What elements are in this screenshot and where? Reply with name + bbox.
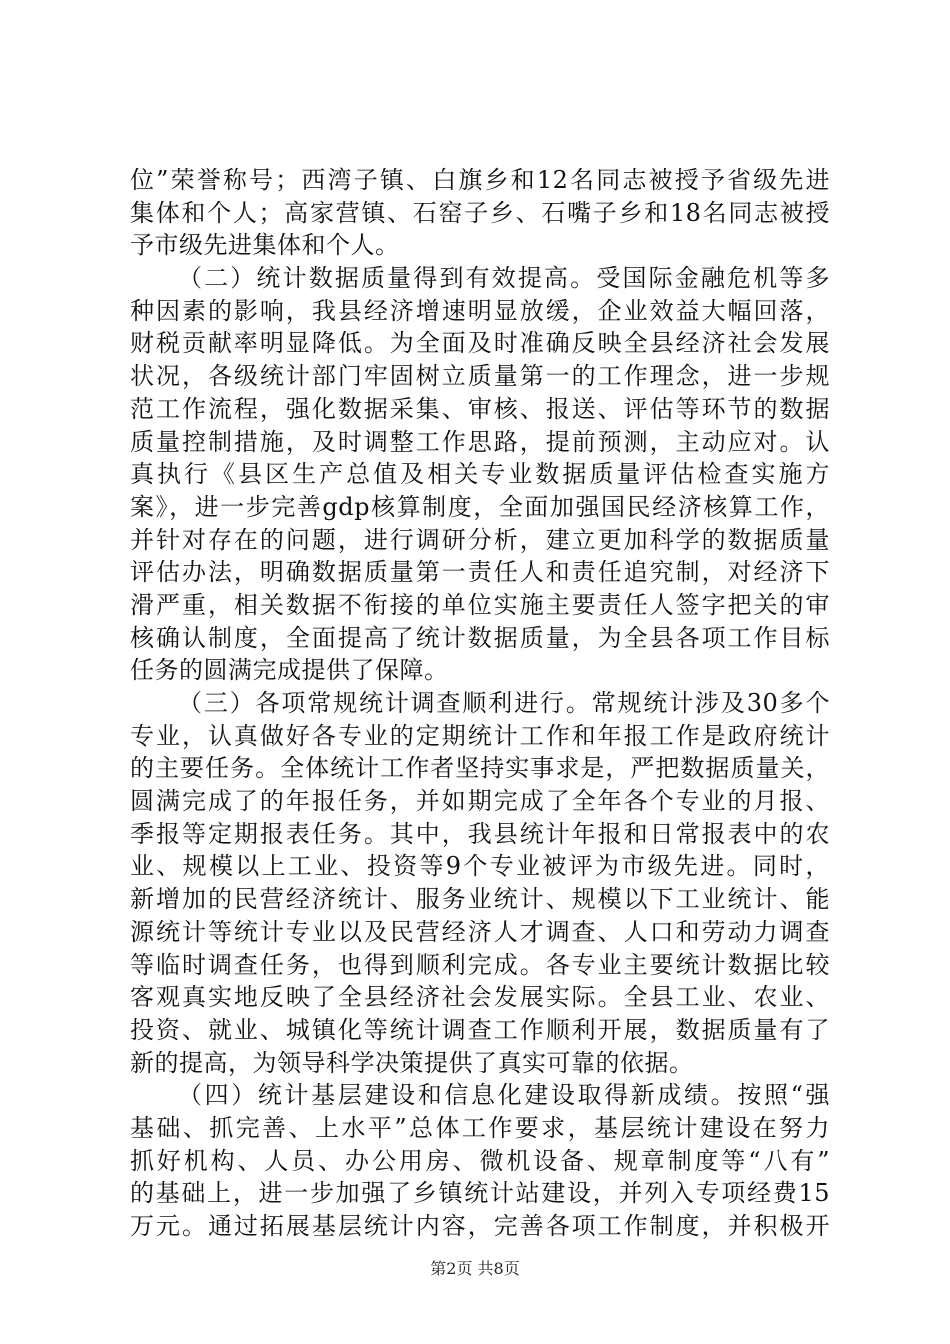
text-line: 范工作流程，强化数据采集、审核、报送、评估等环节的数据 (130, 394, 830, 423)
text-line: 投资、就业、城镇化等统计调查工作顺利开展，数据质量有了 (130, 1015, 830, 1044)
text-line: 评估办法，明确数据质量第一责任人和责任追究制，对经济下 (130, 558, 830, 587)
text-line: 等临时调查任务，也得到顺利完成。各专业主要统计数据比较 (130, 950, 830, 979)
paragraph-start-line: （二）统计数据质量得到有效提高。受国际金融危机等多 (178, 264, 830, 293)
text-line: 财税贡献率明显降低。为全面及时准确反映全县经济社会发展 (130, 329, 830, 358)
text-line: 并针对存在的问题，进行调研分析，建立更加科学的数据质量 (130, 525, 830, 554)
text-line: 真执行《县区生产总值及相关专业数据质量评估检查实施方 (130, 460, 830, 489)
page-number-footer: 第2页 共8页 (430, 1259, 520, 1278)
text-line: 状况，各级统计部门牢固树立质量第一的工作理念，进一步规 (130, 362, 830, 391)
text-line: 滑严重，相关数据不衔接的单位实施主要责任人签字把关的审 (130, 590, 830, 619)
text-line: 万元。通过拓展基层统计内容，完善各项工作制度，并积极开 (130, 1212, 830, 1240)
text-line: 予市级先进集体和个人。 (130, 231, 400, 260)
text-line: 基础、抓完善、上水平”总体工作要求，基层统计建设在努力 (130, 1113, 830, 1142)
text-line: 种因素的影响，我县经济增速明显放缓，企业效益大幅回落， (130, 296, 830, 325)
text-line: 圆满完成了的年报任务，并如期完成了全年各个专业的月报、 (130, 787, 830, 816)
text-line: 季报等定期报表任务。其中，我县统计年报和日常报表中的农 (130, 819, 830, 848)
text-line: 的主要任务。全体统计工作者坚持实事求是，严把数据质量关， (130, 754, 830, 783)
text-line: 任务的圆满完成提供了保障。 (130, 656, 449, 685)
text-line: 新的提高，为领导科学决策提供了真实可靠的依据。 (130, 1048, 694, 1077)
paragraph-start-line: （四）统计基层建设和信息化建设取得新成绩。按照“强 (178, 1081, 830, 1110)
text-line: 的基础上，进一步加强了乡镇统计站建设，并列入专项经费15 (130, 1179, 830, 1208)
text-line: 质量控制措施，及时调整工作思路，提前预测，主动应对。认 (130, 427, 830, 456)
paragraph-start-line: （三）各项常规统计调查顺利进行。常规统计涉及30多个 (178, 689, 830, 717)
text-line: 位”荣誉称号；西湾子镇、白旗乡和12名同志被授予省级先进 (130, 166, 830, 194)
text-line: 核确认制度，全面提高了统计数据质量，为全县各项工作目标 (130, 623, 830, 652)
text-line: 抓好机构、人员、办公用房、微机设备、规章制度等“八有” (130, 1146, 830, 1175)
text-line: 案》，进一步完善gdp核算制度，全面加强国民经济核算工作， (130, 492, 830, 521)
text-line: 业、规模以上工业、投资等9个专业被评为市级先进。同时， (130, 852, 830, 881)
text-line: 新增加的民营经济统计、服务业统计、规模以下工业统计、能 (130, 885, 830, 914)
body-text (130, 164, 830, 1243)
text-line: 客观真实地反映了全县经济社会发展实际。全县工业、农业、 (130, 983, 830, 1012)
text-line: 专业，认真做好各专业的定期统计工作和年报工作是政府统计 (130, 721, 830, 750)
text-line: 源统计等统计专业以及民营经济人才调查、人口和劳动力调查 (130, 917, 830, 946)
text-line: 集体和个人；高家营镇、石窑子乡、石嘴子乡和18名同志被授 (130, 198, 830, 227)
